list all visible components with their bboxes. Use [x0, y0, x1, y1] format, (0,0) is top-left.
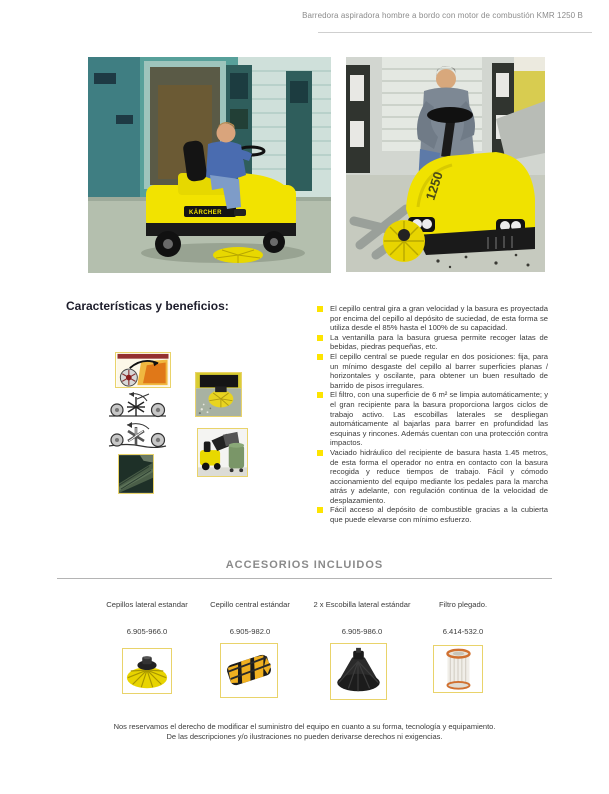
page-title: Barredora aspiradora hombre a bordo con motor de combustión KMR 1250 B	[302, 11, 583, 20]
diagram-sweeping-principle	[115, 352, 171, 388]
footer-line-2: De las descripciones y/o ilustraciones no pueden derivarse derechos ni exigencias.	[166, 732, 443, 741]
filter-closeup-illustration	[119, 455, 153, 493]
feature-text: Fácil acceso al depósito de combustible gracias a la cubierta que puede elevarse con mínimo esfuerzo.	[330, 505, 548, 525]
accessory-image-roller-brush	[220, 643, 278, 698]
footer-line-1: Nos reservamos el derecho de modificar el suministro del equipo en cuanto a su forma, tecnología y equipamiento.	[113, 722, 496, 731]
side-brush-action-illustration	[196, 373, 241, 416]
black-side-brush-icon	[331, 644, 386, 699]
accessory-part-number: 6.905-966.0	[126, 627, 168, 636]
bullet-square-icon	[317, 306, 323, 312]
legal-footer	[0, 722, 609, 742]
feature-item	[317, 448, 548, 506]
accessory-name: 2 x Escobilla lateral estándar	[313, 600, 411, 609]
feature-text: El cepillo central gira a gran velocidad y la basura es proyectada por encima del cepillo al depósito de suciedad, de esta forma se utiliza desde el 85% hasta el 100% de su capacidad.	[330, 304, 548, 333]
feature-item	[317, 352, 548, 390]
accessory-item	[310, 600, 414, 636]
feature-item	[317, 505, 548, 524]
bullet-square-icon	[317, 335, 323, 341]
accessory-name: Cepillo central estándar	[210, 600, 290, 609]
accessories-heading: ACCESORIOS INCLUIDOS	[225, 559, 384, 571]
accessories-divider	[57, 578, 552, 579]
accessory-item	[411, 600, 515, 636]
machine-model-label: 1250	[422, 169, 446, 202]
features-list	[317, 304, 548, 525]
pleated-filter-icon	[434, 646, 482, 692]
feature-item	[317, 333, 548, 352]
accessory-name: Filtro plegado.	[438, 600, 488, 609]
photo-filter-closeup	[118, 454, 154, 494]
header-divider	[318, 32, 592, 33]
feature-text: La ventanilla para la basura gruesa permite recoger latas de bebidas, piedras pequeñas, etc.	[330, 332, 548, 352]
accessory-item	[198, 600, 302, 636]
photo-hydraulic-dump	[197, 428, 248, 477]
sweeper-side-view-illustration	[88, 57, 331, 273]
accessory-part-number: 6.905-986.0	[341, 627, 383, 636]
feature-text: Vaciado hidráulico del recipiente de basura hasta 1.45 metros, de esta forma el operador no entra en contacto con la basura recogida y reduce tiempos de trabajo. Fácil y cómodo accionamiento del equipo mediante los pedales para la marcha atrás y adelante, con regulación continua de la velocidad de desplazamiento.	[330, 447, 548, 505]
accessory-name: Cepillos lateral estandar	[106, 600, 188, 609]
photo-sweeper-warehouse	[88, 57, 331, 273]
features-heading: Características y beneficios:	[66, 299, 229, 313]
accessory-image-black-side-brush	[330, 643, 387, 700]
roller-brush-icon	[221, 644, 277, 697]
sweeper-front-view-illustration	[346, 57, 545, 272]
schematic-brush-fixed-position	[107, 391, 168, 418]
hydraulic-dump-illustration	[198, 429, 247, 476]
feature-item	[317, 304, 548, 333]
bullet-square-icon	[317, 450, 323, 456]
photo-sweeper-debris	[346, 57, 545, 272]
photo-side-brush-action	[195, 372, 242, 417]
yellow-side-brush-icon	[123, 649, 171, 693]
brush-fixed-schematic	[107, 391, 168, 418]
bullet-square-icon	[317, 392, 323, 398]
feature-text: El cepillo central se puede regular en dos posiciones: fija, para un mínimo desgaste del cepillo al barrer superficies planas / horizontales y oscilante, para obtener un buen resultado de barrido de pisos irregulares.	[330, 351, 548, 390]
brush-floating-schematic	[107, 421, 168, 448]
bullet-square-icon	[317, 507, 323, 513]
accessory-image-pleated-filter	[433, 645, 483, 693]
schematic-brush-floating-position	[107, 421, 168, 448]
feature-item	[317, 390, 548, 448]
machine-brand-label: KÄRCHER	[189, 210, 222, 216]
accessory-item	[95, 600, 199, 636]
feature-text: El filtro, con una superficie de 6 m² se limpia automáticamente; y el gran recipiente para la basura proporciona largos ciclos de trabajo activo. Las escobillas laterales se despliegan automáticamente al bajarlas para barrer en profundidad las esquinas y rincones. Además cuentan con una protección contra impactos.	[330, 390, 548, 448]
sweep-cutaway-diagram	[116, 353, 170, 387]
bullet-square-icon	[317, 354, 323, 360]
accessory-part-number: 6.414-532.0	[442, 627, 484, 636]
accessory-image-yellow-side-brush	[122, 648, 172, 694]
accessory-part-number: 6.905-982.0	[229, 627, 271, 636]
